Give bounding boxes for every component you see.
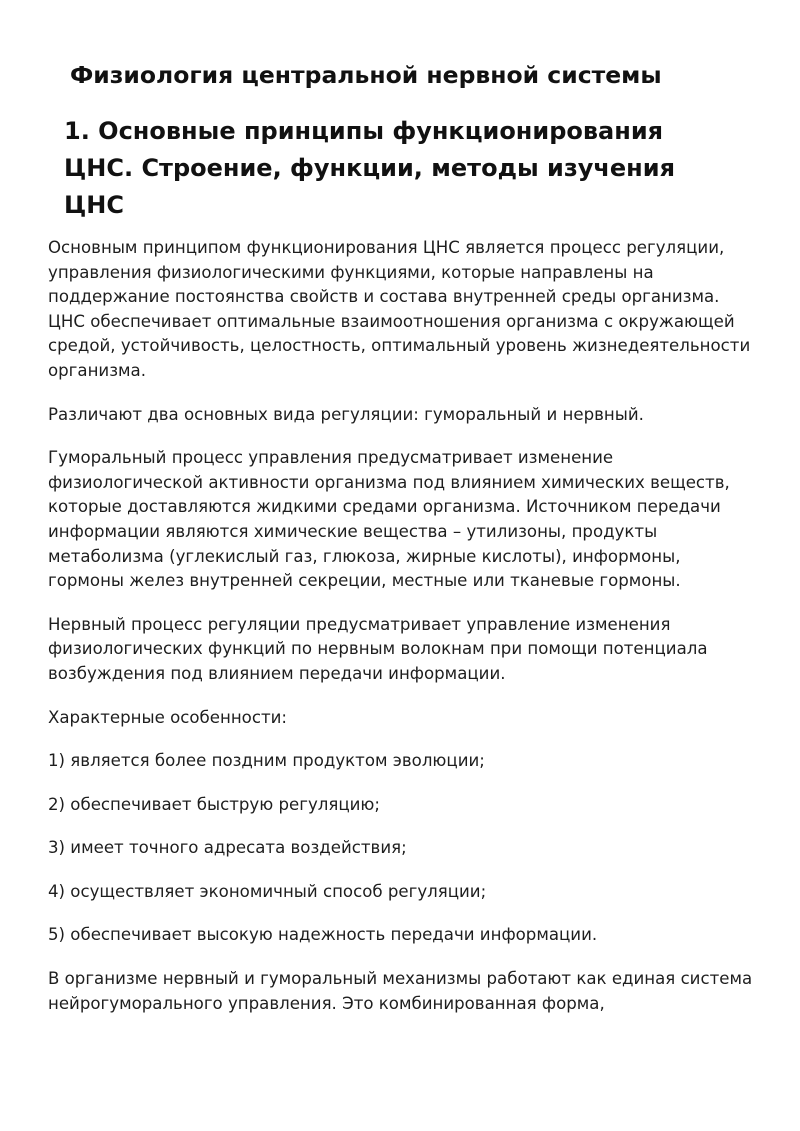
- list-item-feature-5: 5) обеспечивает высокую надежность передачи информации.: [48, 925, 598, 945]
- document-body: [48, 236, 758, 1035]
- paragraph-principle: Основным принципом функционирования ЦНС является процесс регуляции, управления физиологическими функциями, которые направлены на поддержание постоянства свойств и состава внутренней среды организма. ЦНС обеспечивает оптимальные взаимоотношения организма с окружающей средой, устойчивость, целостность, оптимальный уровень жизнедеятельности организма.: [48, 238, 751, 380]
- list-item-feature-4: 4) осуществляет экономичный способ регуляции;: [48, 881, 487, 901]
- document-title: Физиология центральной нервной системы: [70, 61, 662, 89]
- paragraph-features-intro: Характерные особенности:: [48, 707, 287, 727]
- paragraph-nervous: Нервный процесс регуляции предусматривает управление изменения физиологических функций по нервным волокнам при помощи потенциала возбуждения под влиянием передачи информации.: [48, 614, 708, 683]
- paragraph-regulation-types: Различают два основных вида регуляции: гуморальный и нервный.: [48, 404, 644, 424]
- list-item-feature-2: 2) обеспечивает быструю регуляцию;: [48, 794, 380, 814]
- paragraph-neurohumoral: В организме нервный и гуморальный механизмы работают как единая система нейрогуморального управления. Это комбинированная форма,: [48, 969, 753, 1013]
- list-item-feature-3: 3) имеет точного адресата воздействия;: [48, 838, 407, 858]
- section-heading: 1. Основные принципы функционирования ЦНС. Строение, функции, методы изучения ЦНС: [64, 117, 675, 219]
- paragraph-humoral: Гуморальный процесс управления предусматривает изменение физиологической активности организма под влиянием химических веществ, которые доставляются жидкими средами организма. Источником передачи информации являются химические вещества – утилизоны, продукты метаболизма (углекислый газ, глюкоза, жирные кислоты), информоны, гормоны желез внутренней секреции, местные или тканевые гормоны.: [48, 448, 730, 591]
- list-item-feature-1: 1) является более поздним продуктом эволюции;: [48, 751, 485, 771]
